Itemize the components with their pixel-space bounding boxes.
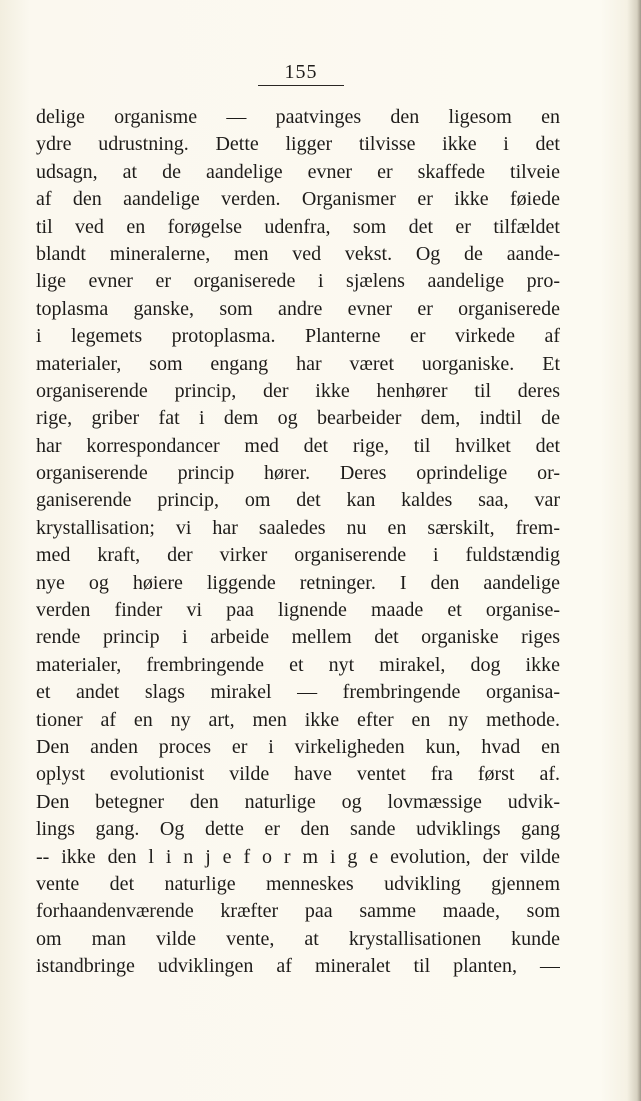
body-text	[36, 104, 560, 981]
page-number: 155	[258, 60, 344, 86]
text-line: tioner af en ny art, men ikke efter en ny methode.	[36, 708, 560, 731]
text-line: verden finder vi paa lignende maade et organise-	[36, 599, 560, 622]
page-edge-shadow	[627, 0, 641, 1101]
text-line: toplasma ganske, som andre evner er organiserede	[36, 297, 560, 320]
text-line: oplyst evolutionist vilde have ventet fra først af.	[36, 763, 560, 786]
text-line: rige, griber fat i dem og bearbeider dem, indtil de	[36, 407, 560, 430]
text-line: materialer, frembringende et nyt mirakel, dog ikke	[36, 653, 560, 676]
text-line: i legemets protoplasma. Planterne er virkede af	[36, 325, 560, 348]
text-line: materialer, som engang har været uorganiske. Et	[36, 352, 560, 375]
text-line: krystallisation; vi har saaledes nu en særskilt, frem-	[36, 516, 560, 539]
text-line: delige organisme — paatvinges den ligesom en	[36, 106, 560, 128]
text-line: rende princip i arbeide mellem det organiske riges	[36, 626, 560, 649]
text-line: nye og høiere liggende retninger. I den aandelige	[36, 571, 560, 594]
text-line: forhaandenværende kræfter paa samme maade, som	[36, 900, 560, 923]
text-line: organiserende princip hører. Deres oprindelige or-	[36, 462, 560, 485]
text-line: om man vilde vente, at krystallisationen kunde	[36, 927, 560, 950]
text-line: lige evner er organiserede i sjælens aandelige pro-	[36, 270, 560, 293]
text-line: lings gang. Og dette er den sande udviklings gang	[36, 818, 560, 841]
text-line: med kraft, der virker organiserende i fuldstændig	[36, 544, 560, 567]
text-line: udsagn, at de aandelige evner er skaffede tilveie	[36, 160, 560, 183]
text-line: har korrespondancer med det rige, til hvilket det	[36, 434, 560, 457]
text-line: istandbringe udviklingen af mineralet til planten, —	[36, 955, 560, 978]
text-line: et andet slags mirakel — frembringende organisa-	[36, 681, 560, 704]
text-line: af den aandelige verden. Organismer er ikke føiede	[36, 188, 560, 211]
text-line: til ved en forøgelse udenfra, som det er tilfældet	[36, 215, 560, 238]
text-line: ganiserende princip, om det kan kaldes saa, var	[36, 489, 560, 512]
text-line: vente det naturlige menneskes udvikling gjennem	[36, 872, 560, 895]
text-line: blandt mineralerne, men ved vekst. Og de aande-	[36, 242, 560, 265]
text-line: Den betegner den naturlige og lovmæssige udvik-	[36, 790, 560, 813]
text-line: -- ikke den l i n j e f o r m i g e evolution, der vilde	[36, 845, 560, 868]
text-line: Den anden proces er i virkeligheden kun, hvad en	[36, 735, 560, 758]
text-line: ydre udrustning. Dette ligger tilvisse ikke i det	[36, 133, 560, 156]
text-line: organiserende princip, der ikke henhører til deres	[36, 379, 560, 402]
